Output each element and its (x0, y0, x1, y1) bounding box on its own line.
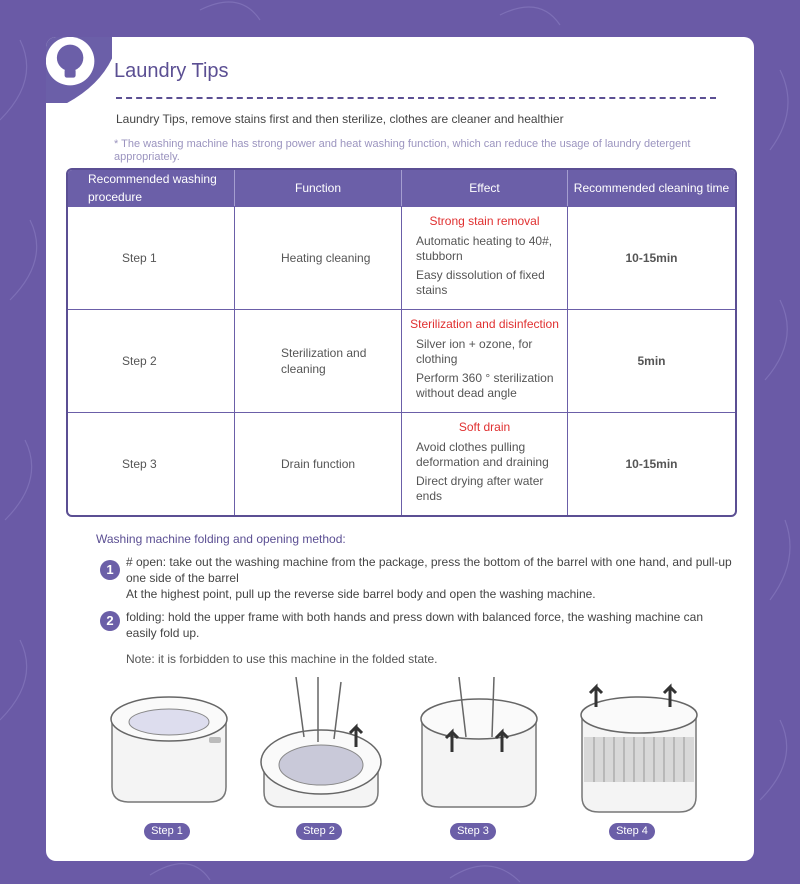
fold-instruction: folding: hold the upper frame with both hands and press down with balanced force, the washing machine can easily fold up. (126, 610, 704, 640)
table-row (68, 309, 735, 412)
effect-line: Perform 360 ° sterilization without dead angle (416, 371, 554, 400)
page-title: Laundry Tips (114, 60, 229, 82)
effect-line: Silver ion + ozone, for clothing (416, 337, 533, 366)
effect-line: Automatic heating to 40#, stubborn (416, 234, 553, 263)
washing-procedure-table (66, 168, 737, 517)
effect-title: Sterilization and disinfection (410, 317, 559, 331)
illustration-step3-label: Step 3 (450, 823, 496, 840)
folded-state-warning: Note: it is forbidden to use this machine in the folded state. (126, 652, 438, 666)
open-instruction-continued: At the highest point, pull up the reverse side barrel body and open the washing machine. (126, 587, 596, 601)
intro-text: Laundry Tips, remove stains first and then sterilize, clothes are cleaner and healthier (116, 112, 564, 126)
step-number-badge: 1 (100, 560, 120, 580)
title-divider (116, 97, 716, 99)
washer-step1-illustration (104, 677, 234, 827)
illustration-step4-label: Step 4 (609, 823, 655, 840)
open-instruction: # open: take out the washing machine from the package, press the bottom of the barrel with one hand, and pull-up one side of the barrel (126, 555, 732, 585)
lightbulb-badge-icon (46, 37, 112, 103)
header-effect: Effect (402, 170, 568, 206)
header-procedure: Recommended washing procedure (68, 170, 235, 206)
step-number-badge: 2 (100, 611, 120, 631)
effect-line: Avoid clothes pulling deformation and draining (416, 440, 549, 469)
illustration-step2-label: Step 2 (296, 823, 342, 840)
time-value: 10-15min (568, 412, 735, 515)
effect-line: Easy dissolution of fixed stains (416, 268, 545, 297)
function-label: Sterilization and cleaning (235, 309, 402, 412)
effect-cell (402, 206, 568, 309)
effect-title: Strong stain removal (429, 214, 540, 228)
illustration-step1-label: Step 1 (144, 823, 190, 840)
step-label: Step 3 (68, 412, 235, 515)
header-time: Recommended cleaning time (568, 170, 735, 206)
effect-line: Direct drying after water ends (416, 474, 544, 503)
table-row (68, 412, 735, 515)
laundry-tips-card (46, 37, 754, 861)
table-row (68, 206, 735, 309)
step-label: Step 2 (68, 309, 235, 412)
washer-step4-illustration (574, 677, 704, 827)
table-header-row (68, 170, 735, 206)
effect-cell (402, 412, 568, 515)
function-label: Heating cleaning (235, 206, 402, 309)
time-value: 10-15min (568, 206, 735, 309)
effect-cell (402, 309, 568, 412)
function-label: Drain function (235, 412, 402, 515)
washer-step2-illustration (256, 677, 386, 827)
washer-step3-illustration (414, 677, 544, 827)
time-value: 5min (568, 309, 735, 412)
detergent-note: * The washing machine has strong power and heat washing function, which can reduce the usage of laundry detergent appropriately. (114, 138, 691, 163)
effect-title: Soft drain (458, 420, 511, 434)
header-function: Function (235, 170, 402, 206)
folding-method-title: Washing machine folding and opening method: (96, 532, 346, 546)
step-label: Step 1 (68, 206, 235, 309)
